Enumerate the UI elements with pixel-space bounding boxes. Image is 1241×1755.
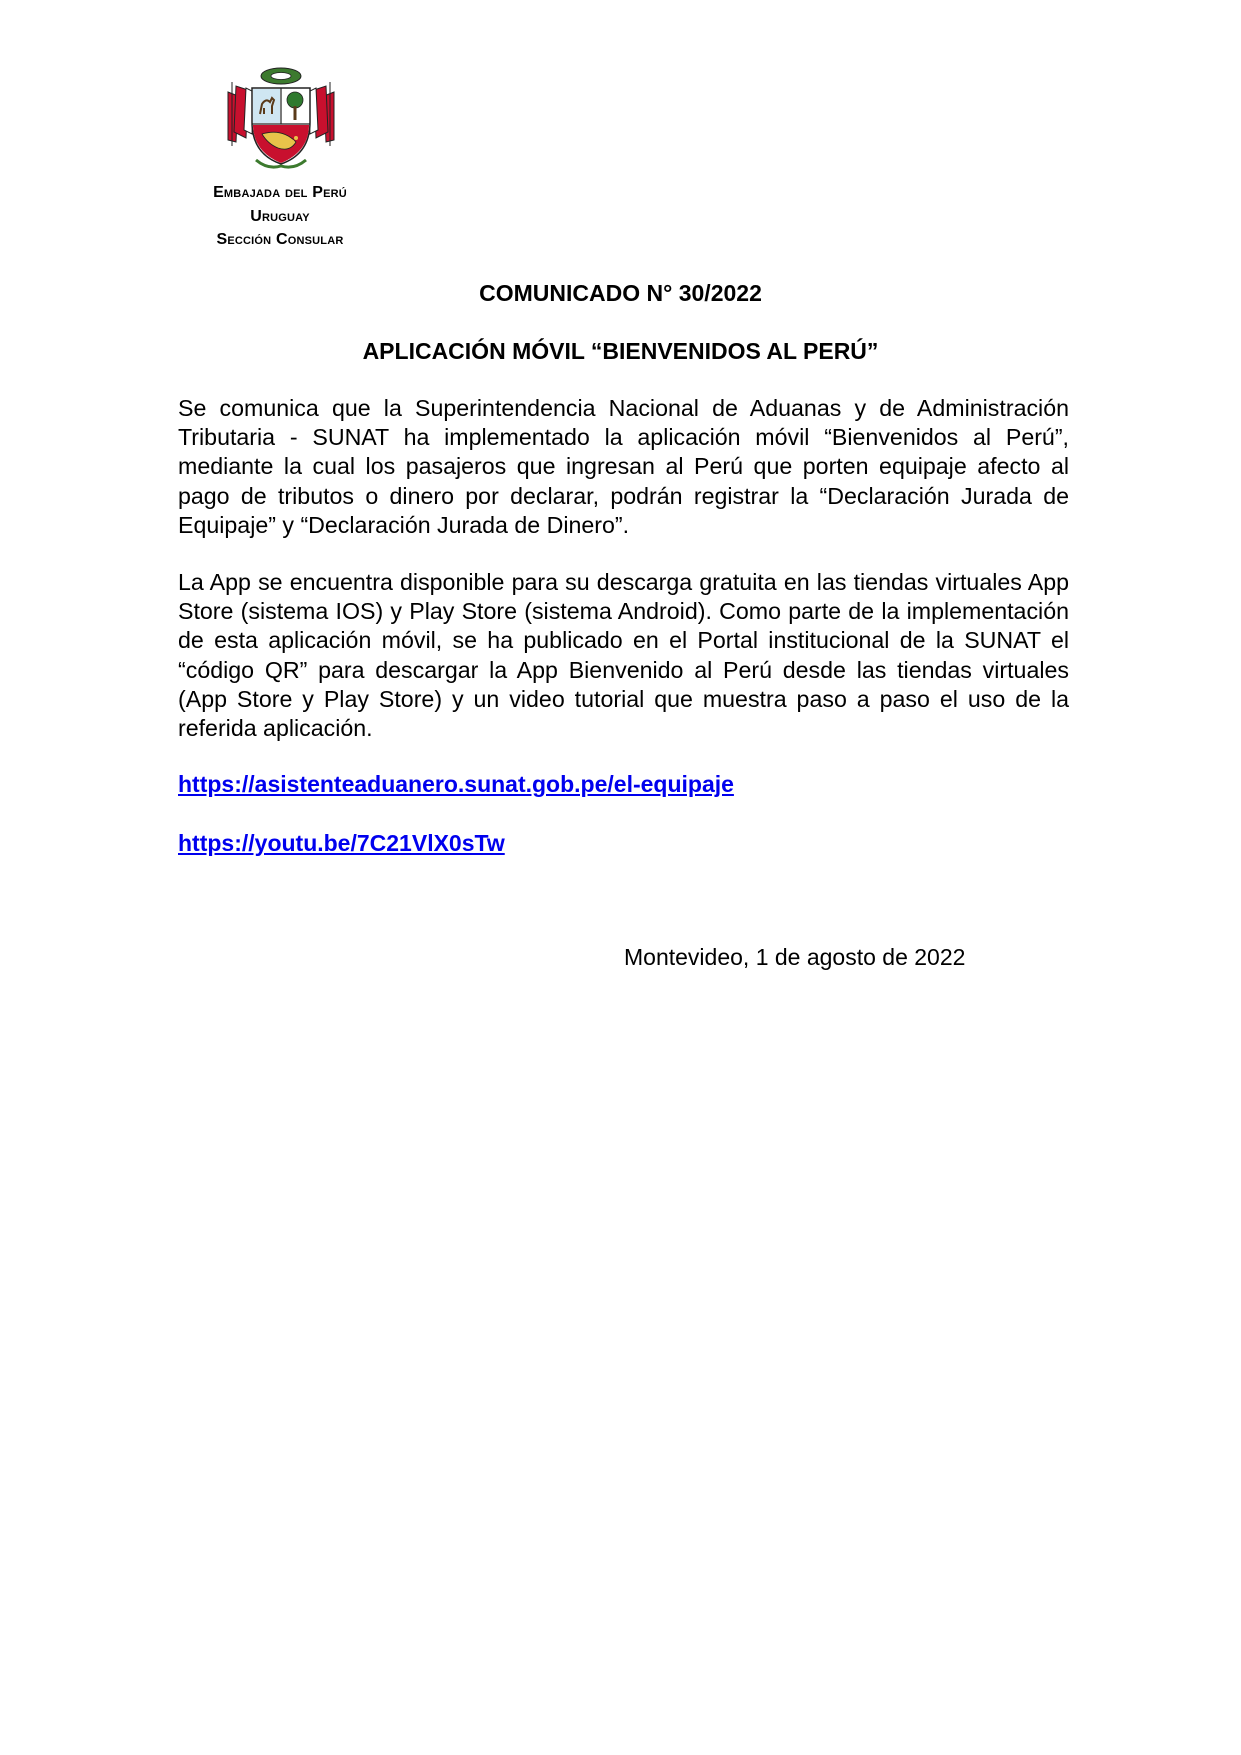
sunat-equipaje-link[interactable]: https://asistenteaduanero.sunat.gob.pe/el-equipaje <box>178 771 734 797</box>
institution-line-section: Sección Consular <box>216 231 344 248</box>
body-paragraph-1: Se comunica que la Superintendencia Nacional de Aduanas y de Administración Tributaria - SUNAT ha implementado la aplicación móvil “Bienvenidos al Perú”, mediante la cual los pasajeros que ingresan al Perú que porten equipaje afecto al pago de tributos o dinero por declarar, podrán registrar la “Declaración Jurada de Equipaje” y “Declaración Jurada de Dinero”. <box>178 395 1069 538</box>
peru-coat-of-arms-icon <box>222 62 340 172</box>
institution-line-country: Uruguay <box>250 207 310 225</box>
body-paragraph-2: La App se encuentra disponible para su descarga gratuita en las tiendas virtuales App Store (sistema IOS) y Play Store (sistema Android). Como parte de la implementación de esta aplicación móvil, se ha publicado en el Portal institucional de la SUNAT el “código QR” para descargar la App Bienvenido al Perú desde las tiendas virtuales (App Store y Play Store) y un video tutorial que muestra paso a paso el uso de la referida aplicación. <box>178 569 1069 742</box>
document-number-title: COMUNICADO N° 30/2022 <box>479 280 762 306</box>
institution-name <box>160 181 400 252</box>
document-subject-title: APLICACIÓN MÓVIL “BIENVENIDOS AL PERÚ” <box>362 338 879 364</box>
place-date: Montevideo, 1 de agosto de 2022 <box>624 944 966 970</box>
youtube-tutorial-link[interactable]: https://youtu.be/7C21VlX0sTw <box>178 830 505 856</box>
institution-line-embassy: Embajada del Perú <box>213 184 347 201</box>
